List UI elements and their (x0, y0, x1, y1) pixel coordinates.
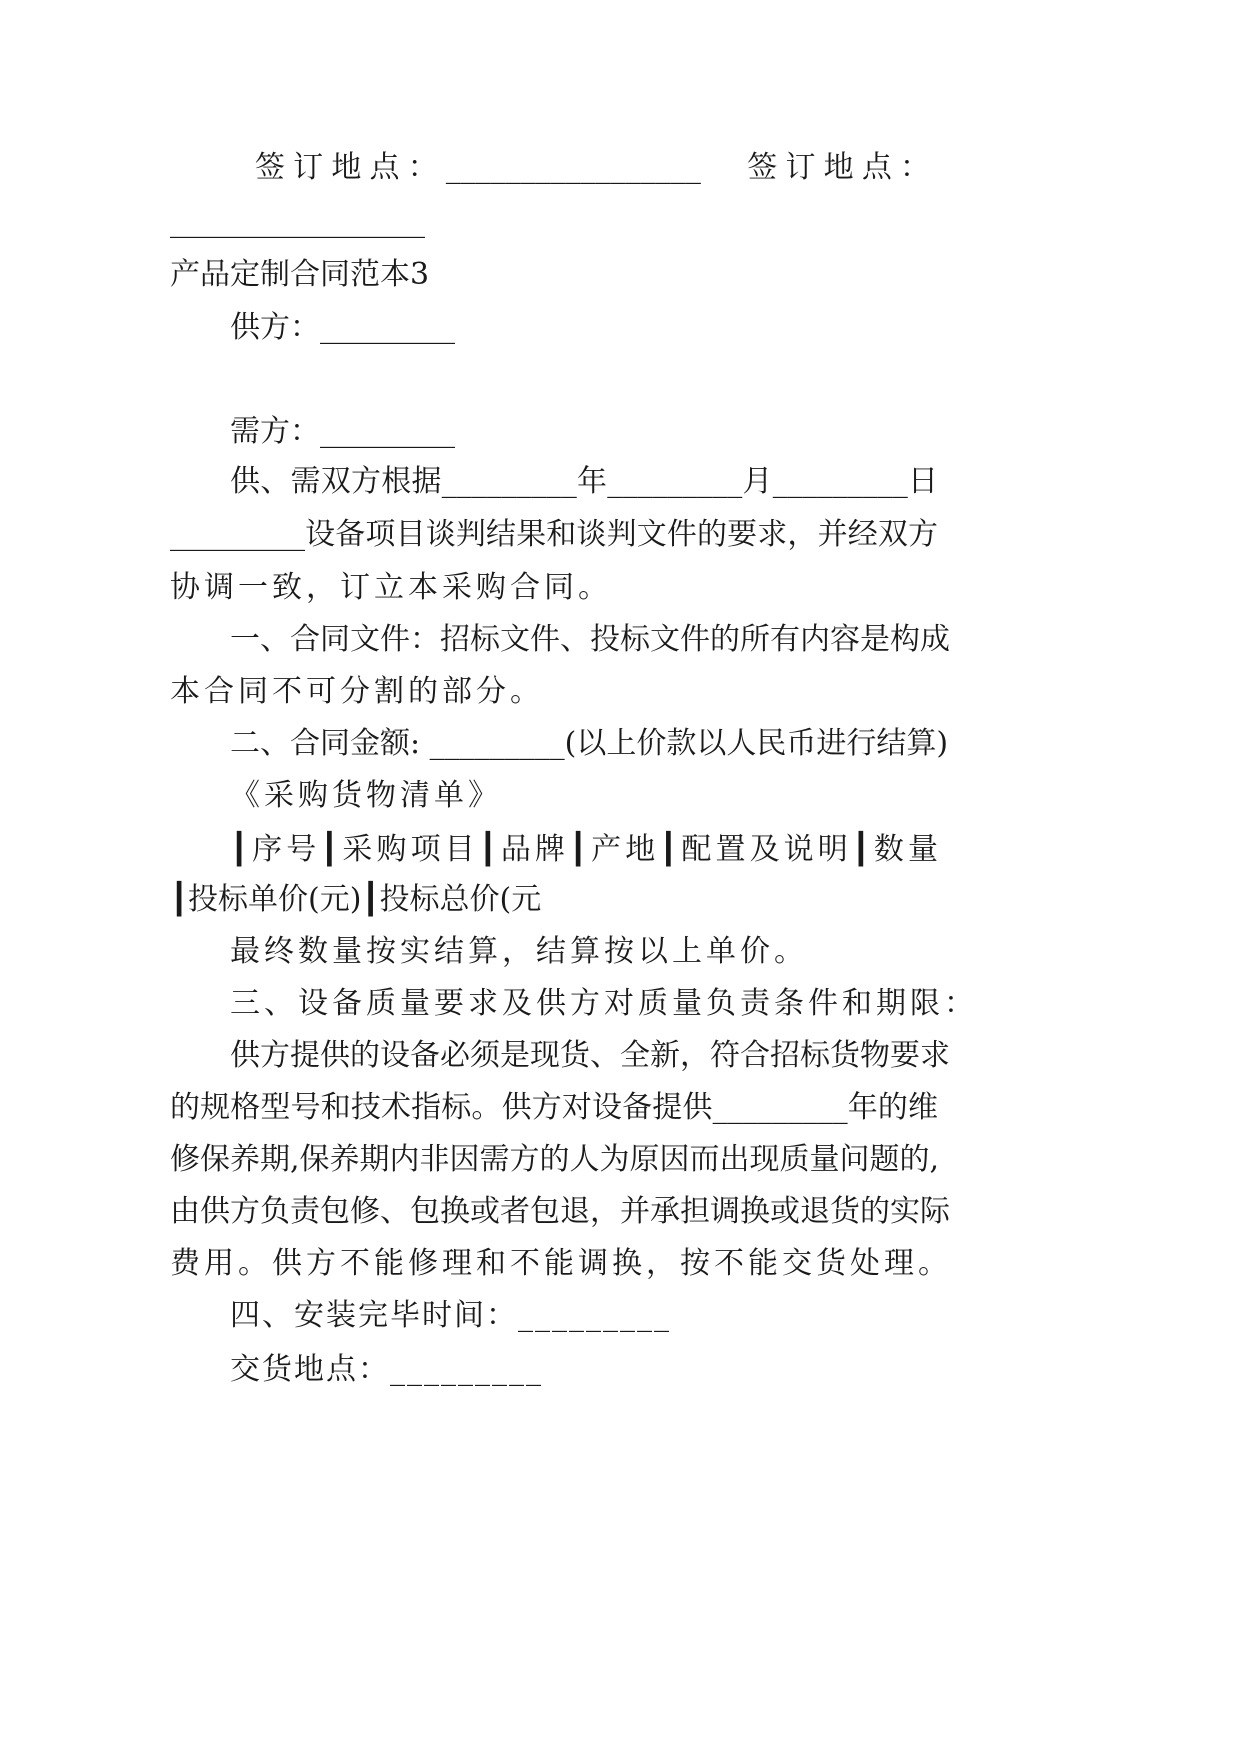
goods-list-title: 《采购货物清单》 (230, 778, 502, 813)
paragraph-line: 供方提供的设备必须是现货、全新，符合招标货物要求 (230, 1038, 950, 1073)
paragraph-line: 费用。供方不能修理和不能调换，按不能交货处理。 (170, 1246, 952, 1281)
paragraph-line: 本合同不可分割的部分。 (170, 674, 544, 709)
section-two-line: 二、合同金额: _________(以上价款以人民币进行结算) (230, 726, 949, 761)
section-four-line: 四、安装完毕时间：_________ (230, 1298, 671, 1333)
section-one-line: 一、合同文件：招标文件、投标文件的所有内容是构成 (230, 622, 950, 657)
paragraph-line: _________设备项目谈判结果和谈判文件的要求，并经双方 (170, 517, 938, 552)
paragraph-line: 修保养期,保养期内非因需方的人为原因而出现质量问题的, (170, 1142, 940, 1177)
table-header-line: ┃序号┃采购项目┃品牌┃产地┃配置及说明┃数量 (230, 832, 938, 867)
paragraph-line: 的规格型号和技术指标。供方对设备提供_________年的维 (170, 1090, 938, 1125)
signing-place-blank: _________________ (170, 204, 425, 239)
paragraph-line: 最终数量按实结算，结算按以上单价。 (230, 934, 808, 969)
paragraph-line: 由供方负责包修、包换或者包退，并承担调换或退货的实际 (170, 1194, 950, 1229)
supplier-line: 供方：_________ (230, 310, 455, 345)
section-three-line: 三、设备质量要求及供方对质量负责条件和期限： (230, 986, 978, 1021)
paragraph-line: 供、需双方根据_________年_________月_________日 (230, 464, 938, 499)
delivery-place-line: 交货地点：_________ (230, 1352, 543, 1387)
buyer-line: 需方：_________ (230, 414, 455, 449)
paragraph-line: 协调一致，订立本采购合同。 (170, 570, 612, 605)
signing-place-line: 签订地点：_________________ 签订地点： (255, 150, 930, 185)
table-header-line: ┃投标单价(元)┃投标总价(元 (170, 882, 542, 917)
document-title: 产品定制合同范本3 (170, 257, 430, 292)
